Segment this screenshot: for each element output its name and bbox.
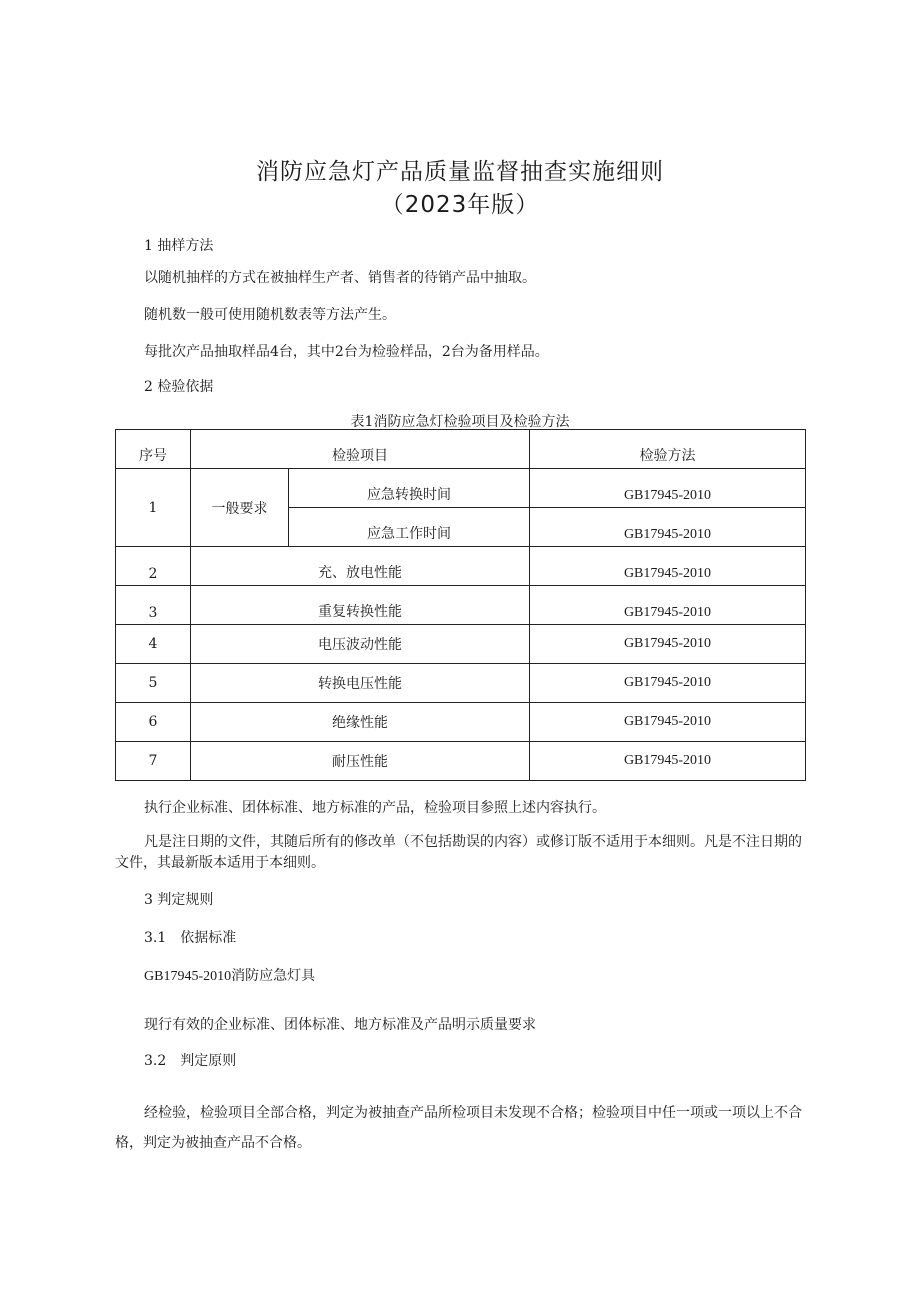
- row-no: 6: [116, 703, 191, 742]
- section3-1-heading: 3.1 依据标准: [144, 930, 237, 946]
- section3-1-requirements: 现行有效的企业标准、团体标准、地方标准及产品明示质量要求: [144, 1017, 536, 1033]
- header-method: 检验方法: [530, 430, 806, 469]
- section3-2-paragraph: 经检验，检验项目全部合格，判定为被抽查产品所检项目未发现不合格；检验项目中任一项或一项以上不合格，判定为被抽查产品不合格。: [115, 1105, 802, 1151]
- row-item: 转换电压性能: [191, 664, 530, 703]
- section1-heading: 1 抽样方法: [144, 238, 214, 254]
- row-method: GB17945-2010: [530, 625, 806, 664]
- table-row: [116, 547, 806, 586]
- section1-paragraph-1: 以随机抽样的方式在被抽样生产者、销售者的待销产品中抽取。: [144, 270, 536, 286]
- row-method: GB17945-2010: [530, 469, 806, 508]
- inspection-table: [115, 429, 806, 781]
- row-item: 耐压性能: [191, 742, 530, 781]
- table-row: [116, 742, 806, 781]
- header-item: 检验项目: [191, 430, 530, 469]
- row-no: 1: [116, 469, 191, 547]
- row-item: 充、放电性能: [191, 547, 530, 586]
- row-item: 应急工作时间: [289, 508, 530, 547]
- document-title: 消防应急灯产品质量监督抽查实施细则: [256, 159, 664, 185]
- table-row: [116, 625, 806, 664]
- table-row: [116, 703, 806, 742]
- table-header-row: [116, 430, 806, 469]
- row-method: GB17945-2010: [530, 664, 806, 703]
- section3-heading: 3 判定规则: [144, 892, 214, 908]
- row-no: 5: [116, 664, 191, 703]
- row-item: 应急转换时间: [289, 469, 530, 508]
- row-method: GB17945-2010: [530, 508, 806, 547]
- row-item: 绝缘性能: [191, 703, 530, 742]
- row-no: 2: [116, 547, 191, 586]
- row-method: GB17945-2010: [530, 547, 806, 586]
- row-method: GB17945-2010: [530, 586, 806, 625]
- table-note-2: 凡是注日期的文件，其随后所有的修改单（不包括勘误的内容）或修订版不适用于本细则。凡是不注日期的文件，其最新版本适用于本细则。: [115, 834, 802, 871]
- section1-paragraph-2: 随机数一般可使用随机数表等方法产生。: [144, 307, 396, 323]
- row-method: GB17945-2010: [530, 703, 806, 742]
- table-caption: 表1消防应急灯检验项目及检验方法: [350, 414, 570, 430]
- row-group: 一般要求: [191, 469, 289, 547]
- header-no: 序号: [116, 430, 191, 469]
- document-subtitle: （2023年版）: [380, 192, 540, 218]
- table-note-1: 执行企业标准、团体标准、地方标准的产品，检验项目参照上述内容执行。: [144, 800, 606, 816]
- row-no: 3: [116, 586, 191, 625]
- section3-1-standard: GB17945-2010消防应急灯具: [144, 969, 316, 984]
- row-item: 重复转换性能: [191, 586, 530, 625]
- section2-heading: 2 检验依据: [144, 379, 214, 395]
- table-row: [116, 586, 806, 625]
- row-no: 7: [116, 742, 191, 781]
- section1-paragraph-3: 每批次产品抽取样品4台，其中2台为检验样品，2台为备用样品。: [144, 344, 549, 360]
- row-method: GB17945-2010: [530, 742, 806, 781]
- row-no: 4: [116, 625, 191, 664]
- table-row: [116, 469, 806, 508]
- table-row: [116, 664, 806, 703]
- section3-2-heading: 3.2 判定原则: [144, 1053, 237, 1069]
- row-item: 电压波动性能: [191, 625, 530, 664]
